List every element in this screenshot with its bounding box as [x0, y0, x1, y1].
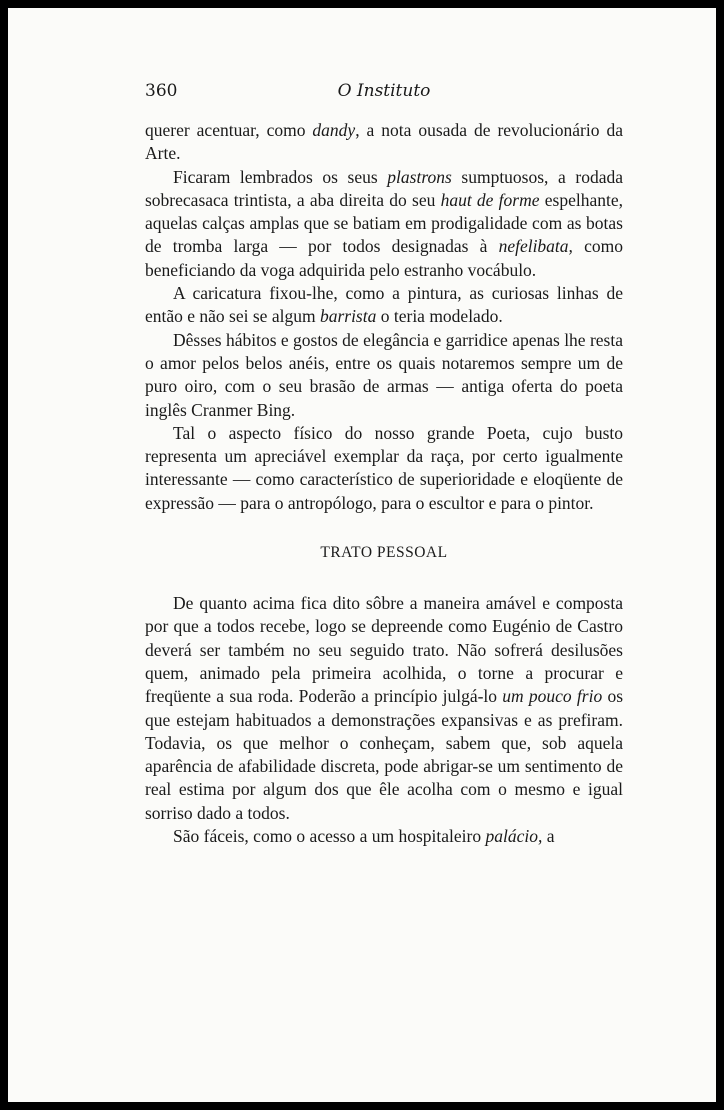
italic-term: barrista	[319, 306, 377, 327]
page-number: 360	[145, 81, 178, 101]
paragraph: De quanto acima fica dito sôbre a maneira amável e composta por que a todos recebe, logo se depreende como Eugénio de Castro deverá ser também no seu seguido trato. Não sofrerá desilusões quem, animado pela primeira acolhida, o torne a procurar e freqüente a sua roda. Poderão a princípio julgá-lo um pouco frio os que estejam habituados a demonstrações expansivas e as prefiram. Todavia, os que melhor o conheçam, sabem que, sob aquela aparência de afabilidade discreta, pode abrigar-se um sentimento de real estima por algum dos que êle acolha com o mesmo e igual sorriso dado a todos.	[145, 593, 624, 823]
book-page	[8, 8, 716, 1102]
paragraph: querer acentuar, como dandy, a nota ousada de revolucionário da Arte.	[145, 120, 623, 164]
italic-term: dandy	[312, 120, 356, 140]
italic-term: plastrons	[387, 166, 452, 187]
paragraph: Dêsses hábitos e gostos de elegância e garridice apenas lhe resta o amor pelos belos anéis, entre os quais notaremos sempre um de puro oiro, com o seu brasão de armas — antiga oferta do poeta inglês Cranmer Bing.	[145, 329, 623, 420]
running-title: O Instituto	[337, 81, 431, 101]
section-heading: TRATO PESSOAL	[320, 544, 448, 562]
italic-term: nefelibata,	[498, 236, 573, 257]
italic-term: haut de forme	[440, 189, 540, 210]
paragraph: A caricatura fixou-lhe, como a pintura, as curiosas linhas de então e não sei se algum barrista o teria modelado.	[145, 283, 623, 327]
page-body	[145, 119, 623, 848]
italic-term: um pouco frio	[502, 686, 603, 707]
italic-term: palácio,	[485, 826, 543, 847]
paragraph: Ficaram lembrados os seus plastrons sumptuosos, a rodada sobrecasaca trintista, a aba direita do seu haut de forme espelhante, aquelas calças amplas que se batiam em prodigalidade com as botas de tromba larga — por todos designadas à nefelibata, como beneficiando da voga adquirida pelo estranho vocábulo.	[145, 166, 623, 280]
page-header	[145, 81, 623, 105]
paragraph: Tal o aspecto físico do nosso grande Poeta, cujo busto representa um apreciável exemplar da raça, por certo igualmente interessante — como característico de superioridade e eloqüente de expressão — para o antropólogo, para o escultor e para o pintor.	[145, 422, 623, 513]
paragraph: São fáceis, como o acesso a um hospitaleiro palácio, a	[173, 826, 555, 847]
